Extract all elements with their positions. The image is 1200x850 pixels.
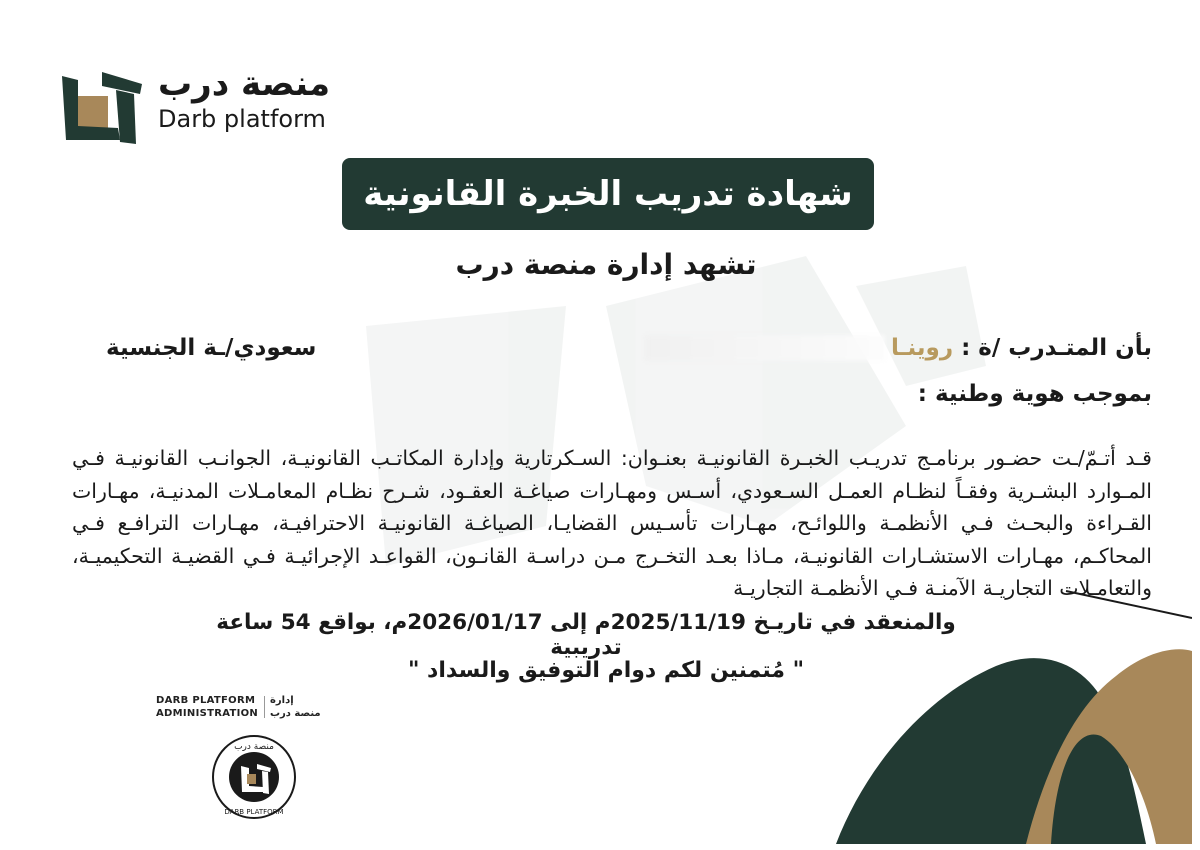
national-id-label: بموجب هوية وطنية : (917, 381, 1152, 407)
darb-seal-icon (211, 734, 297, 820)
admin-en-line1: DARB PLATFORM (156, 695, 256, 706)
admin-english (156, 694, 258, 720)
logo-arabic-text: منصة درب (158, 64, 331, 104)
certificate-title: شهادة تدريب الخبرة القانونية (363, 174, 853, 214)
certificate-subtitle: تشهد إدارة منصة درب (455, 248, 757, 281)
trainee-name: روينـا (891, 335, 954, 361)
trainee-line (645, 328, 1152, 368)
darb-logo-icon (58, 66, 148, 146)
admin-ar-line2: منصة درب (270, 708, 321, 719)
logo-english-text: Darb platform (158, 105, 326, 133)
darb-logo (58, 64, 358, 154)
admin-divider (264, 696, 265, 718)
admin-arabic (270, 694, 321, 720)
certificate-body: قـد أتـمّ/ـت حضـور برنامـج تدريـب الخبـرة القانونيـة بعنـوان: السـكرتارية وإدارة المكاتـب القانونيـة، الجوانـب القانونيـة فـي المـوارد البشـرية وفقـاً لنظـام العمـل السـعودي، أسـس ومهـارات صياغـة العقـود، شـرح نظـام المعامـلات المدنيـة، مهـارات القـراءة والبحـث فـي الأنظمـة واللوائـح، مهـارات تأسـيس القضايـا، الصياغـة القانونيـة الاحترافيـة، مهـارات الترافـع فـي المحاكـم، مهـارات الاستشـارات القانونيـة، مـاذا بعـد التخـرج مـن دراسـة القانـون، القواعـد الإجرائيـة فـي القضيـة التحكيميـة، والتعامـلات التجاريـة الآمنـة فـي الأنظمـة التجاريـة (72, 446, 1152, 600)
certificate-wish: " مُتمنين لكم دوام التوفيق والسداد " (407, 658, 805, 683)
seal-top-text: منصة درب (234, 742, 274, 752)
certificate-dates: والمنعقد في تاريـخ 2025/11/19م إلى 2026/01/17م، بواقع 54 ساعة تدريبية (216, 610, 956, 660)
seal-bottom-text: DARB PLATFORM (224, 808, 284, 816)
national-id-line (918, 374, 1152, 414)
certificate-title-box (342, 158, 874, 230)
admin-en-line2: ADMINISTRATION (156, 708, 259, 719)
administration-mark (156, 694, 336, 724)
admin-ar-line1: إدارة (270, 695, 294, 706)
nationality: سعودي/ـة الجنسية (106, 335, 317, 361)
certificate-page (6, 6, 1192, 844)
redacted-name (645, 335, 885, 361)
trainee-label: بأن المتـدرب /ة : (961, 335, 1152, 361)
